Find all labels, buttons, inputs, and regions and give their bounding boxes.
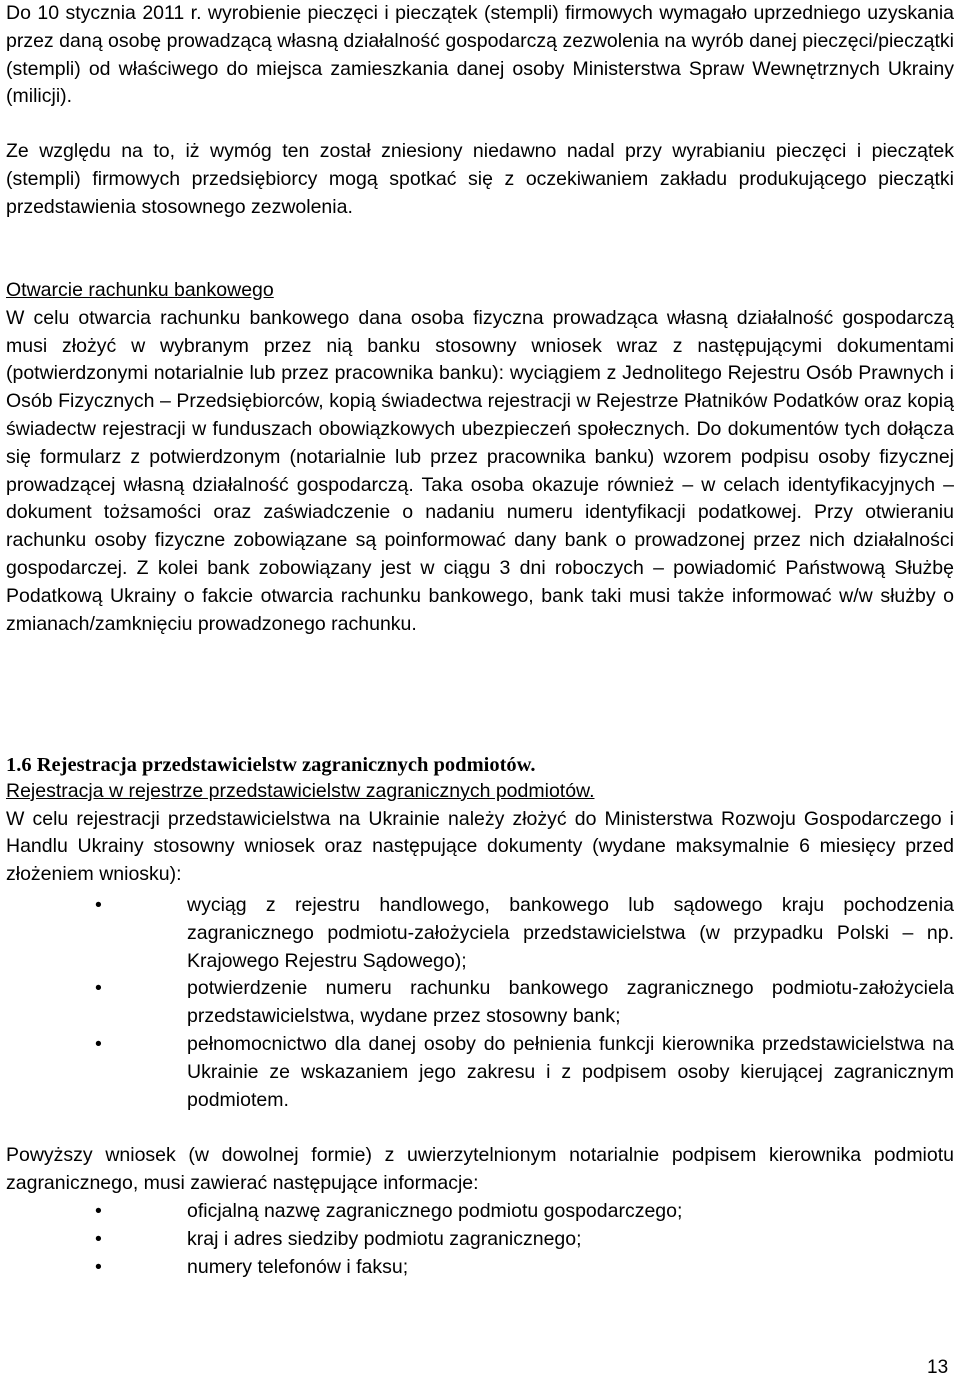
paragraph-text: Do 10 stycznia 2011 r. wyrobienie pieczęci i pieczątek (stempli) firmowych wymagało uprzedniego uzyskania przez daną osobę prowadzącą własną działalność gospodarczą zezwolenia na wyrób danej pieczęci/pieczątki (stempli) od właściwego do miejsca zamieszkania danej osoby Ministerstwa Spraw Wewnętrznych Ukrainy (milicji). — [6, 2, 954, 108]
section-subtitle: Rejestracja w rejestrze przedstawicielstw zagranicznych podmiotów. — [6, 779, 595, 802]
list-item — [95, 1031, 954, 1114]
section-title: 1.6 Rejestracja przedstawicielstw zagranicznych podmiotów. — [6, 754, 536, 776]
list-item-text: potwierdzenie numeru rachunku bankowego zagranicznego podmiotu-założyciela przedstawicielstwa, wydane przez stosowny bank; — [187, 977, 954, 1028]
list-item-text: kraj i adres siedziby podmiotu zagranicznego; — [187, 1227, 582, 1250]
paragraph-text: Ze względu na to, iż wymóg ten został zniesiony niedawno nadal przy wyrabianiu pieczęci i pieczątek (stempli) firmowych przedsiębiorcy mogą spotkać się z oczekiwaniem zakładu produkującego pieczątki przedstawienia stosownego zezwolenia. — [6, 140, 954, 218]
bank-account-body: W celu otwarcia rachunku bankowego dana osoba fizyczna prowadząca własną działalność gospodarczą musi złożyć w wybranym przez nią banku stosowny wniosek wraz z następującymi dokumentami (potwierdzonymi notarialnie lub przez pracownika banku): wyciągiem z Jednolitego Rejestru Osób Prawnych i Osób Fizycznych – Przedsiębiorców, kopią świadectwa rejestracji w Rejestrze Płatników Podatków oraz kopią świadectw rejestracji w funduszach obowiązkowych ubezpieczeń społecznych. Do dokumentów tych dołącza się formularz z potwierdzonym (notarialnie lub przez pracownika banku) wzorem podpisu osoby fizycznej prowadzącej własną działalność gospodarczą. Taka osoba okazuje również – w celach identyfikacyjnych – dokument tożsamości oraz zaświadczenie o nadaniu numeru identyfikacji podatkowej. Przy otwieraniu rachunku osoby fizyczne zobowiązane są poinformować dany bank o prowadzonej przez nich działalności gospodarczej. Z kolei bank zobowiązany jest w ciągu 3 dni roboczych – powiadomić Państwową Służbę Podatkową Ukrainy o fakcie otwarcia rachunku bankowego, bank taki musi także informować w/w służby o zmianach/zamknięciu prowadzonego rachunku. — [6, 306, 954, 635]
list-item — [6, 1254, 954, 1282]
list-item-text: numery telefonów i faksu; — [187, 1255, 409, 1278]
bullet-icon: • — [95, 1227, 102, 1250]
bullet-icon: • — [95, 894, 102, 916]
bullet-icon: • — [95, 977, 102, 1000]
page-number: 13 — [927, 1357, 949, 1378]
bullet-icon: • — [95, 1255, 102, 1278]
bullet-icon: • — [95, 1032, 102, 1055]
required-information-list — [6, 1198, 954, 1281]
paragraph-stamps-requirement — [6, 138, 954, 221]
paragraph-stamps-history — [6, 0, 954, 111]
list-item — [95, 892, 954, 975]
list-item — [6, 1198, 954, 1226]
list-item-text: pełnomocnictwo dla danej osoby do pełnienia funkcji kierownika przedstawicielstwa na Ukrainie ze wskazaniem jego zakresu i z podpisem osoby kierującej zagranicznym podmiotem. — [187, 1032, 954, 1111]
required-documents-list — [95, 892, 954, 1114]
bullet-icon: • — [95, 1200, 102, 1222]
representation-section — [6, 752, 954, 889]
list-item-text: oficjalną nazwę zagranicznego podmiotu gospodarczego; — [187, 1200, 683, 1222]
section-intro: W celu rejestracji przedstawicielstwa na Ukrainie należy złożyć do Ministerstwa Rozwoju Gospodarczego i Handlu Ukrainy stosowny wniosek oraz następujące dokumenty (wydane maksymalnie 6 miesięcy przed złożeniem wniosku): — [6, 807, 954, 886]
list-item — [6, 1226, 954, 1254]
application-paragraph — [6, 1142, 954, 1198]
list-item-text: wyciąg z rejestru handlowego, bankowego lub sądowego kraju pochodzenia zagranicznego podmiotu-założyciela przedstawicielstwa (w przypadku Polski – np. Krajowego Rejestru Sądowego); — [187, 894, 954, 972]
list-item — [95, 975, 954, 1031]
bank-account-section — [6, 277, 954, 638]
bank-account-heading: Otwarcie rachunku bankowego — [6, 279, 274, 301]
paragraph-text: Powyższy wniosek (w dowolnej formie) z uwierzytelnionym notarialnie podpisem kierownika podmiotu zagranicznego, musi zawierać następujące informacje: — [6, 1144, 954, 1194]
